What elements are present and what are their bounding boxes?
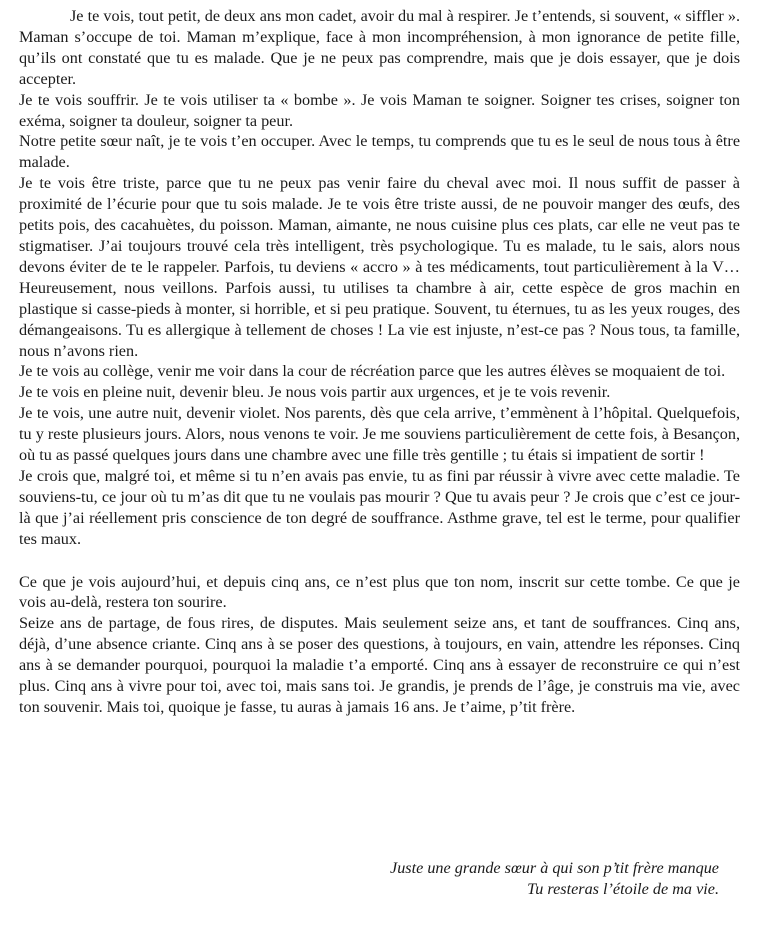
signature-line: Juste une grande sœur à qui son p’tit frère manque xyxy=(390,859,719,877)
paragraph: Je te vois, tout petit, de deux ans mon cadet, avoir du mal à respirer. Je t’entends, si souvent, « siffler ». Maman s’occupe de toi. Maman m’explique, face à mon incompréhension, à mon ignorance de petite fille, qu’ils ont constaté que tu es malade. Que je ne peux pas comprendre, mais que je dois essayer, que je dois accepter. xyxy=(19,7,740,88)
paragraph: Je te vois souffrir. Je te vois utiliser ta « bombe ». Je vois Maman te soigner. Soigner tes crises, soigner ton exéma, soigner ta douleur, soigner ta peur. xyxy=(19,90,740,130)
paragraph: Je te vois, une autre nuit, devenir violet. Nos parents, dès que cela arrive, t’emmènent à l’hôpital. Quelquefois, tu y reste plusieurs jours. Alors, nous venons te voir. Je me souviens particulièrement de cette fois, à Besançon, où tu as passé quelques jours dans une chambre avec une fille très gentille ; tu étais si impatient de sortir ! xyxy=(19,404,740,465)
letter-body xyxy=(19,6,740,718)
paragraph: Seize ans de partage, de fous rires, de disputes. Mais seulement seize ans, et tant de souffrances. Cinq ans, déjà, d’une absence criante. Cinq ans à se poser des questions, à toujours, en vain, attendre les réponses. Cinq ans à se demander pourquoi, pourquoi la maladie t’a emporté. Cinq ans à essayer de reconstruire ce qui n’est plus. Cinq ans à vivre pour toi, avec toi, mais sans toi. Je grandis, je prends de l’âge, je construis ma vie, avec ton souvenir. Mais toi, quoique je fasse, tu auras à jamais 16 ans. Je t’aime, p’tit frère. xyxy=(19,614,740,716)
paragraph-gap xyxy=(19,550,740,572)
paragraph: Je te vois être triste, parce que tu ne peux pas venir faire du cheval avec moi. Il nous suffit de passer à proximité de l’écurie pour que tu sois malade. Je te vois être triste aussi, de ne pouvoir manger des œufs, des petits pois, des cacahuètes, du poisson. Maman, aimante, ne nous cuisine plus ces plats, car elle ne veut pas te stigmatiser. J’ai toujours trouvé cela très intelligent, très psychologique. Tu es malade, tu le sais, alors nous devons éviter de te le rappeler. Parfois, tu deviens « accro » à tes médicaments, tout particulièrement à la V… Heureusement, nous veillons. Parfois aussi, tu utilises ta chambre à air, cette espèce de gros machin en plastique si casse-pieds à monter, si horrible, et si peu pratique. Souvent, tu éternues, tu as les yeux rouges, des démangeaisons. Tu es allergique à tellement de choses ! La vie est injuste, n’est-ce pas ? Nous tous, ta famille, nous n’avons rien. xyxy=(19,174,740,360)
signature xyxy=(390,858,719,900)
paragraph: Je crois que, malgré toi, et même si tu n’en avais pas envie, tu as fini par réussir à vivre avec cette maladie. Te souviens-tu, ce jour où tu m’as dit que tu ne voulais pas mourir ? Que tu avais peur ? Je crois que c’est ce jour-là que j’ai réellement pris conscience de ton degré de souffrance. Asthme grave, tel est le terme, pour qualifier tes maux. xyxy=(19,466,740,548)
paragraph: Je te vois en pleine nuit, devenir bleu. Je nous vois partir aux urgences, et je te vois revenir. xyxy=(19,383,611,402)
signature-line: Tu resteras l’étoile de ma vie. xyxy=(527,879,719,898)
paragraph: Notre petite sœur naît, je te vois t’en occuper. Avec le temps, tu comprends que tu es le seul de nous tous à être malade. xyxy=(19,132,740,172)
paragraph: Ce que je vois aujourd’hui, et depuis cinq ans, ce n’est plus que ton nom, inscrit sur cette tombe. Ce que je vois au-delà, restera ton sourire. xyxy=(19,572,740,612)
paragraph: Je te vois au collège, venir me voir dans la cour de récréation parce que les autres élèves se moquaient de toi. xyxy=(19,362,726,381)
